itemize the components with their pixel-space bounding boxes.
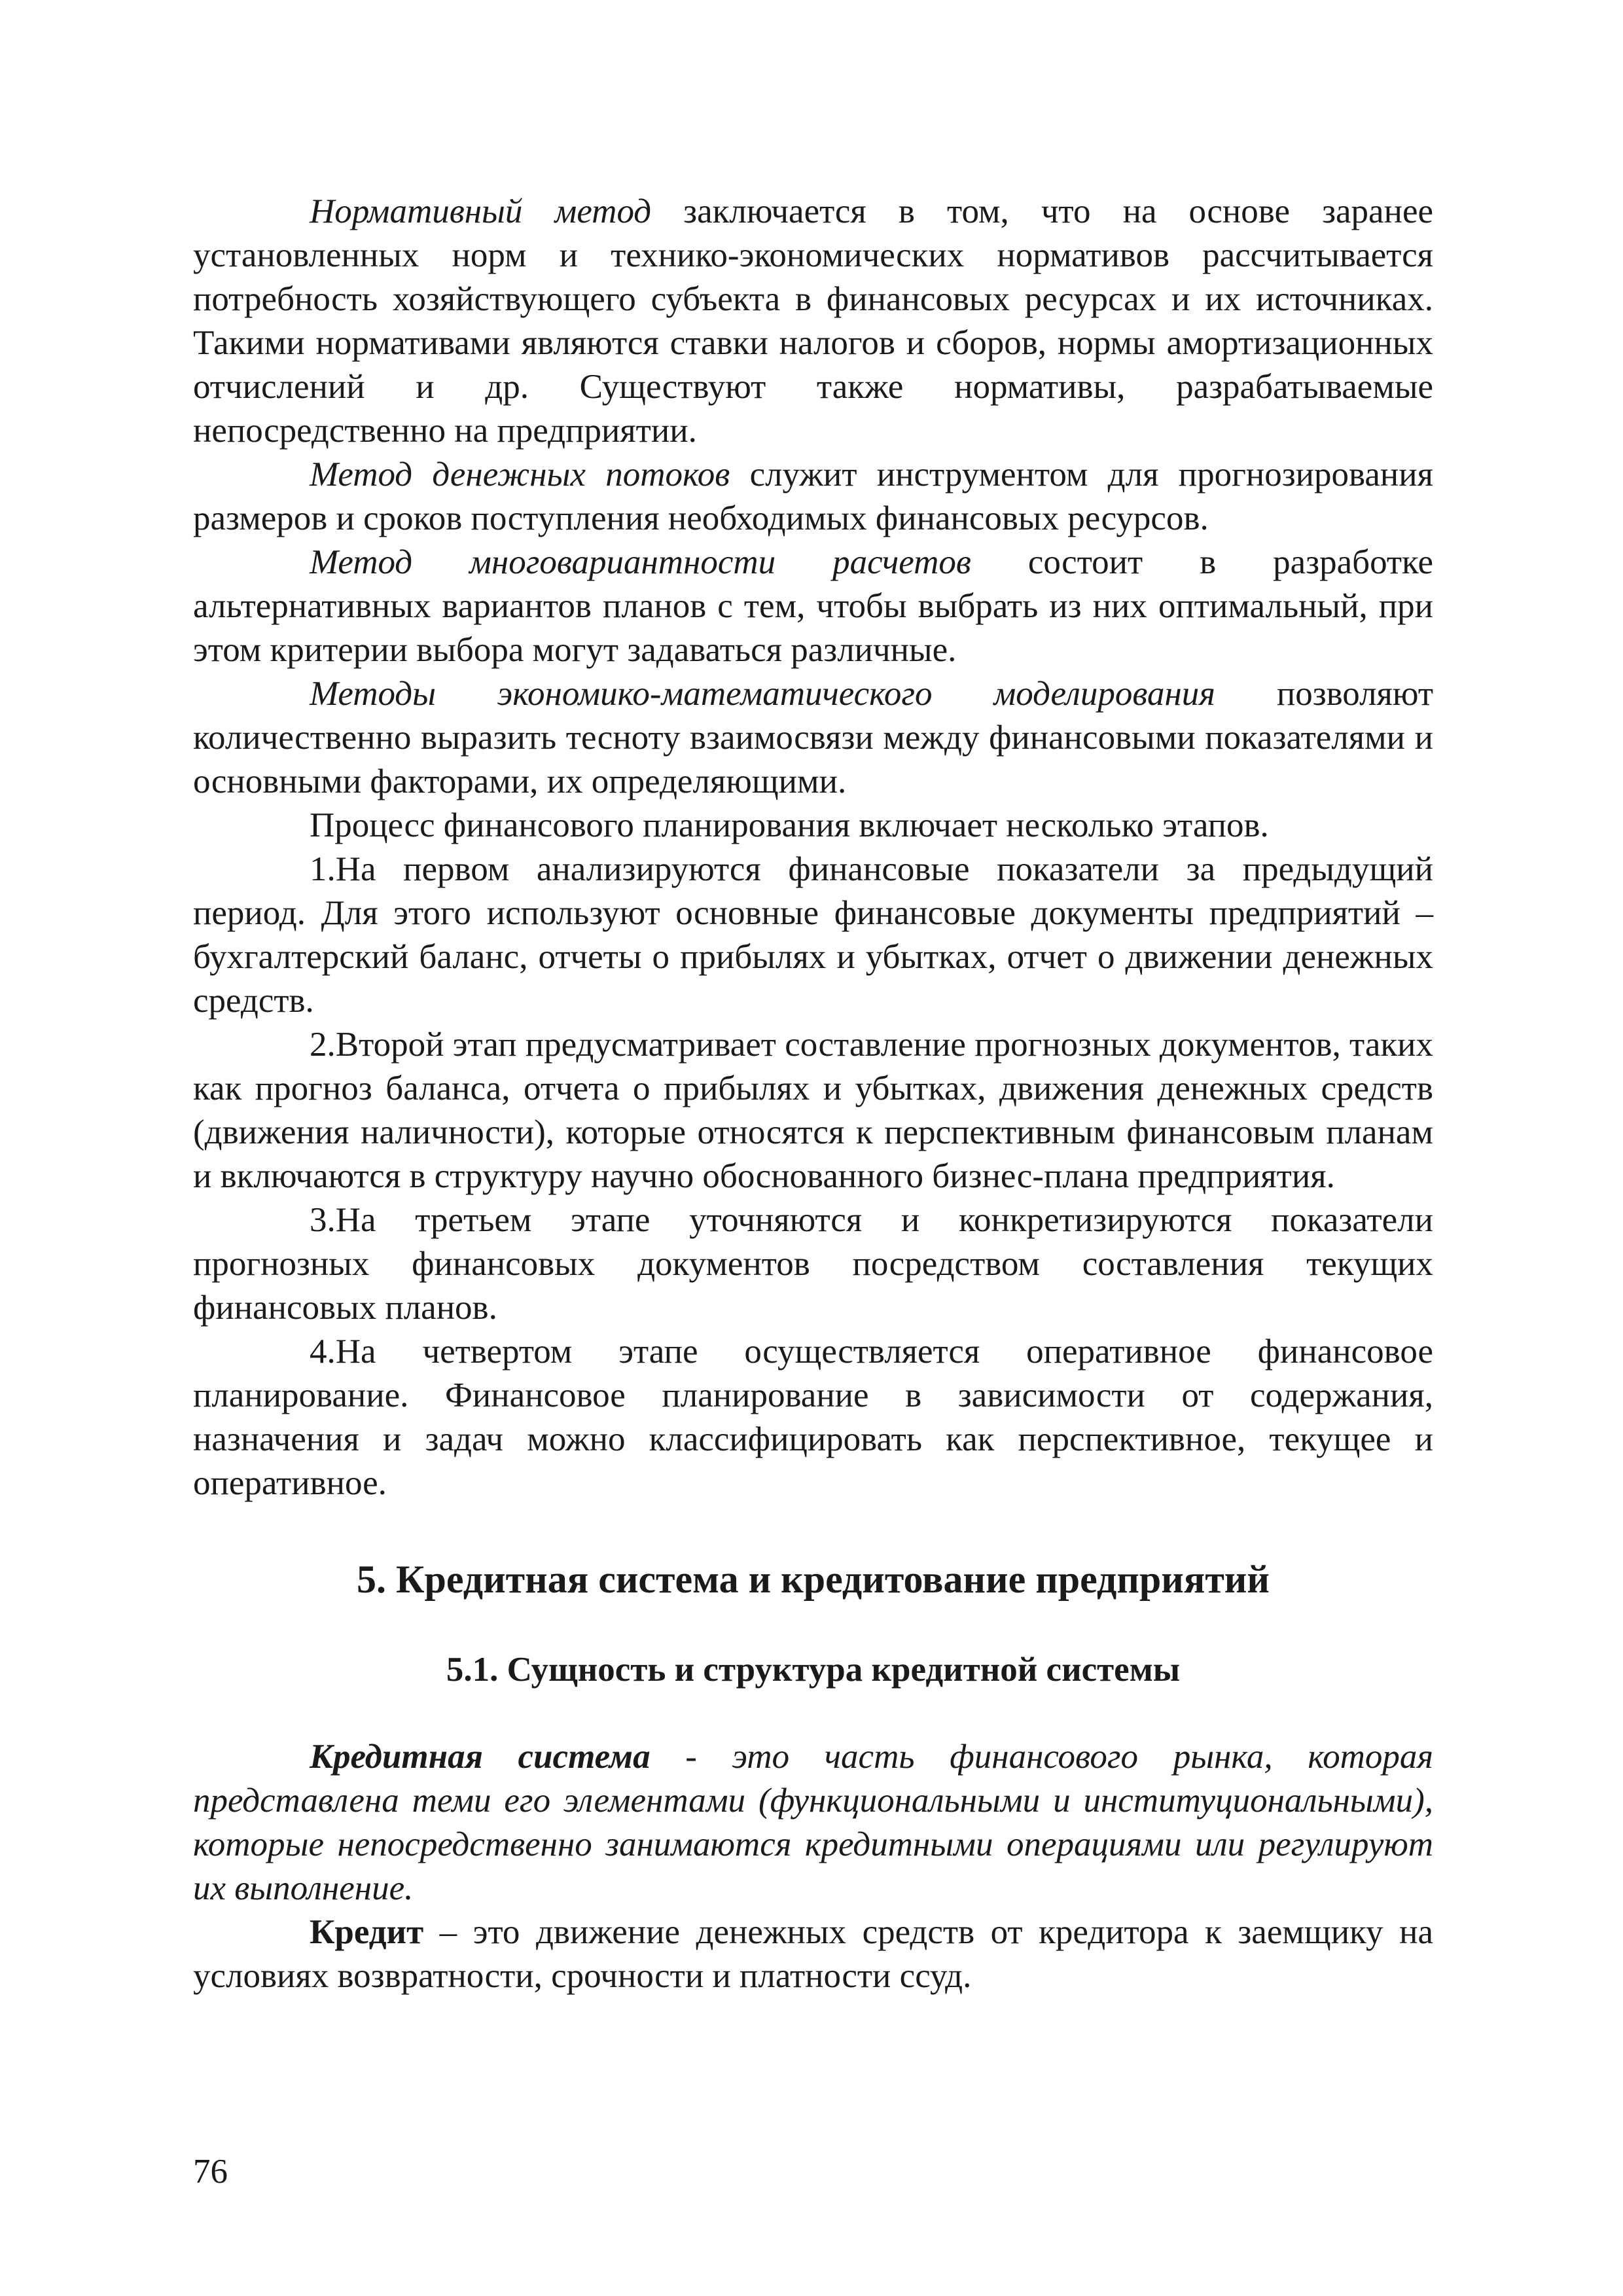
definition-text: – это движение денежных средств от кредитора к заемщику на условиях возвратности, срочности и платности ссуд. xyxy=(193,1913,1433,1995)
page-number: 76 xyxy=(193,2153,228,2191)
subsection-heading: 5.1. Сущность и структура кредитной системы xyxy=(446,1651,1181,1689)
paragraph-stage-3: 3.На третьем этапе уточняются и конкретизируются показатели прогнозных финансовых документов посредством составления текущих финансовых планов. xyxy=(193,1201,1433,1327)
paragraph-multivariant-method xyxy=(193,541,1433,672)
definition-text: - это часть финансового рынка, которая представлена теми его элементами (функциональными и институциональными), которые непосредственно занимаются кредитными операциями или регулируют их выполнение. xyxy=(193,1738,1434,1907)
term-cash-flow-method: Метод денежных потоков xyxy=(310,456,730,493)
paragraph-cash-flow-method xyxy=(193,453,1433,541)
paragraph-stage-4: 4.На четвертом этапе осуществляется оперативное финансовое планирование. Финансовое планирование в зависимости от содержания, назначения и задач можно классифицировать как перспективное, текущее и оперативное. xyxy=(193,1333,1433,1502)
paragraph-planning-process: Процесс финансового планирования включает несколько этапов. xyxy=(310,806,1269,844)
definition-credit-system xyxy=(193,1735,1433,1910)
term-credit: Кредит xyxy=(310,1913,424,1951)
term-multivariant-method: Метод многовариантности расчетов xyxy=(310,543,971,581)
definition-credit xyxy=(193,1910,1433,1998)
document-page xyxy=(193,190,1433,1998)
term-normative-method: Нормативный метод xyxy=(310,192,652,230)
paragraph-stage-1: 1.На первом анализируются финансовые показатели за предыдущий период. Для этого используют основные финансовые документы предприятий – бухгалтерский баланс, отчеты о прибылях и убытках, отчет о движении денежных средств. xyxy=(193,850,1433,1020)
paragraph-modeling-methods xyxy=(193,672,1433,804)
paragraph-normative-method xyxy=(193,190,1433,453)
section-heading: 5. Кредитная система и кредитование предприятий xyxy=(357,1558,1270,1601)
paragraph-text: служит инструментом для прогнозирования размеров и сроков поступления необходимых финансовых ресурсов. xyxy=(193,456,1433,537)
term-modeling-methods: Методы экономико-математического моделирования xyxy=(310,675,1215,713)
paragraph-text: состоит в разработке альтернативных вариантов планов с тем, чтобы выбрать из них оптимальный, при этом критерии выбора могут задаваться различные. xyxy=(193,543,1433,669)
paragraph-text: заключается в том, что на основе заранее установленных норм и технико-экономических нормативов рассчитывается потребность хозяйствующего субъекта в финансовых ресурсах и их источниках. Такими нормативами являются ставки налогов и сборов, нормы амортизационных отчислений и др. Существуют также нормативы, разрабатываемые непосредственно на предприятии. xyxy=(193,192,1433,450)
paragraph-text: позволяют количественно выразить тесноту взаимосвязи между финансовыми показателями и основными факторами, их определяющими. xyxy=(193,675,1433,800)
paragraph-stage-2: 2.Второй этап предусматривает составление прогнозных документов, таких как прогноз баланса, отчета о прибылях и убытках, движения денежных средств (движения наличности), которые относятся к перспективным финансовым планам и включаются в структуру научно обоснованного бизнес-плана предприятия. xyxy=(193,1026,1433,1195)
term-credit-system: Кредитная система xyxy=(310,1738,651,1776)
